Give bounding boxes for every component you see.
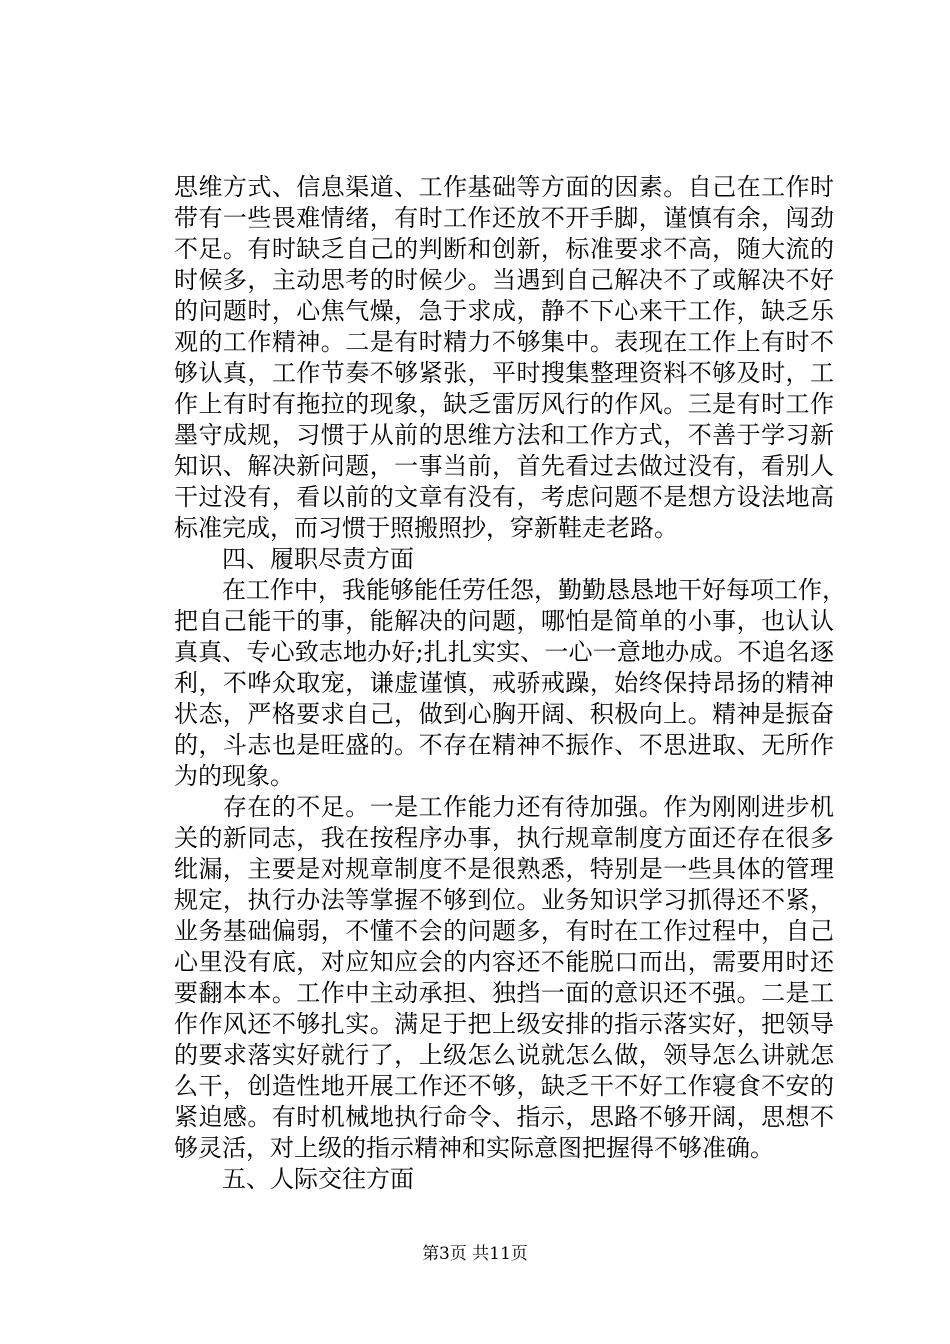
- text-line: 标准完成，而习惯于照搬照抄，穿新鞋走老路。: [174, 514, 678, 542]
- text-line: 纰漏，主要是对规章制度不是很熟悉，特别是一些具体的管理: [174, 855, 834, 883]
- text-line: 利，不哗众取宠，谦虚谨慎，戒骄戒躁，始终保持昂扬的精神: [174, 669, 834, 697]
- text-line: 墨守成规，习惯于从前的思维方法和工作方式，不善于学习新: [174, 421, 834, 449]
- text-line: 作上有时有拖拉的现象，缺乏雷厉风行的作风。三是有时工作: [174, 390, 834, 418]
- text-line: 的，斗志也是旺盛的。不存在精神不振作、不思进取、无所作: [174, 731, 834, 759]
- text-line: 真真、专心致志地办好;扎扎实实、一心一意地办成。不追名逐: [174, 638, 834, 666]
- text-line: 状态，严格要求自己，做到心胸开阔、积极向上。精神是振奋: [174, 700, 834, 728]
- text-line: 关的新同志，我在按程序办事，执行规章制度方面还存在很多: [174, 824, 834, 852]
- text-line: 作作风还不够扎实。满足于把上级安排的指示落实好，把领导: [174, 1010, 834, 1038]
- text-line: 带有一些畏难情绪，有时工作还放不开手脚，谨慎有余，闯劲: [174, 204, 834, 232]
- text-line: 的要求落实好就行了，上级怎么说就怎么做，领导怎么讲就怎: [174, 1041, 834, 1069]
- text-line: 在工作中，我能够能任劳任怨，勤勤恳恳地干好每项工作，: [174, 576, 846, 604]
- document-body: [174, 172, 846, 1195]
- text-line: 心里没有底，对应知应会的内容还不能脱口而出，需要用时还: [174, 948, 834, 976]
- text-line: 不足。有时缺乏自己的判断和创新，标准要求不高，随大流的: [174, 235, 834, 263]
- text-line: 够认真，工作节奏不够紧张，平时搜集整理资料不够及时，工: [174, 359, 834, 387]
- text-line: 干过没有，看以前的文章有没有，考虑问题不是想方设法地高: [174, 483, 834, 511]
- text-line: 五、人际交往方面: [174, 1165, 414, 1193]
- text-line: 要翻本本。工作中主动承担、独挡一面的意识还不强。二是工: [174, 979, 834, 1007]
- text-line: 存在的不足。一是工作能力还有待加强。作为刚刚进步机: [174, 793, 834, 821]
- text-line: 为的现象。: [174, 762, 294, 790]
- text-line: 四、履职尽责方面: [174, 545, 414, 573]
- page-number-footer: 第3页 共11页: [422, 1244, 528, 1264]
- text-line: 时候多，主动思考的时候少。当遇到自己解决不了或解决不好: [174, 266, 834, 294]
- text-line: 观的工作精神。二是有时精力不够集中。表现在工作上有时不: [174, 328, 834, 356]
- text-line: 紧迫感。有时机械地执行命令、指示，思路不够开阔，思想不: [174, 1103, 834, 1131]
- text-line: 知识、解决新问题，一事当前，首先看过去做过没有，看别人: [174, 452, 834, 480]
- text-line: 么干，创造性地开展工作还不够，缺乏干不好工作寝食不安的: [174, 1072, 834, 1100]
- text-line: 规定，执行办法等掌握不够到位。业务知识学习抓得还不紧，: [174, 886, 834, 914]
- text-line: 够灵活，对上级的指示精神和实际意图把握得不够准确。: [174, 1134, 774, 1162]
- text-line: 把自己能干的事，能解决的问题，哪怕是简单的小事，也认认: [174, 607, 834, 635]
- text-line: 的问题时，心焦气燥，急于求成，静不下心来干工作，缺乏乐: [174, 297, 834, 325]
- text-line: 业务基础偏弱，不懂不会的问题多，有时在工作过程中，自己: [174, 917, 834, 945]
- text-line: 思维方式、信息渠道、工作基础等方面的因素。自己在工作时: [174, 173, 834, 201]
